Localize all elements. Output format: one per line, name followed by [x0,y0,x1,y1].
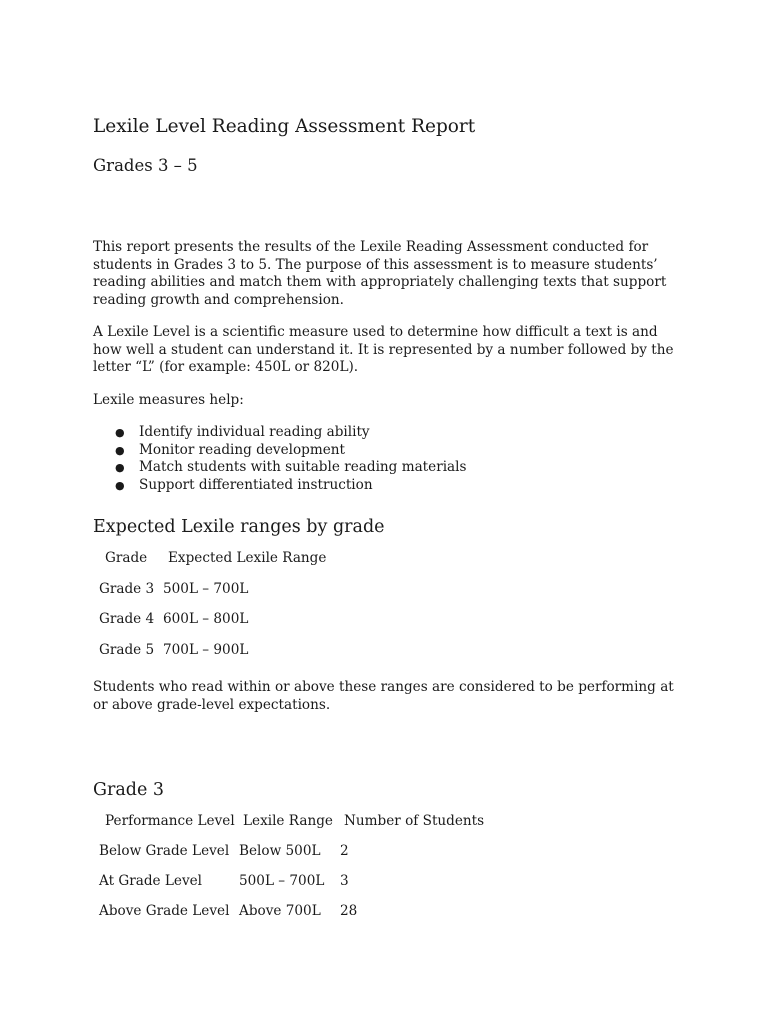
expectations-note: Students who read within or above these ranges are considered to be performing at or above grade-level expectations. [93,679,674,713]
table-cell: Below 500L [239,843,321,859]
list-item: ● Monitor reading development [115,441,346,458]
table-cell: Grade 3 [99,581,155,597]
help-intro: Lexile measures help: [93,392,244,408]
list-item: ● Match students with suitable reading materials [115,459,467,476]
table-cell: 2 [340,843,349,859]
expected-ranges-heading: Expected Lexile ranges by grade [93,517,385,537]
definition-paragraph: A Lexile Level is a scientific measure used to determine how difficult a text is and how well a student can understand it. It is represented by a number followed by the letter “L” (for example: 450L or 820L). [93,324,674,376]
table-cell: 600L – 800L [163,611,249,627]
table-cell: Grade 4 [99,611,155,627]
bullet-icon: ● [115,443,125,457]
table-cell: Below Grade Level [99,843,230,859]
report-subtitle: Grades 3 – 5 [93,156,198,175]
table-cell: At Grade Level [99,873,203,889]
table-cell: 500L – 700L [163,581,249,597]
list-item: ● Support differentiated instruction [115,477,373,494]
bullet-icon: ● [115,461,125,475]
table-cell: Above Grade Level [99,903,230,919]
table-cell: Grade 5 [99,642,155,658]
table-cell: 3 [340,873,349,889]
bullet-icon: ● [115,479,125,493]
table-cell: 700L – 900L [163,642,249,658]
table-header: Number of Students [344,813,485,829]
table-cell: Above 700L [239,903,321,919]
table-header: Grade [105,550,148,566]
table-cell: 28 [340,903,358,919]
benefits-list [93,424,466,495]
grade3-heading: Grade 3 [93,780,165,800]
table-cell: 500L – 700L [239,873,325,889]
intro-paragraph: This report presents the results of the Lexile Reading Assessment conducted for students in Grades 3 to 5. The purpose of this assessment is to measure students’ reading abilities and match them with appropriately challenging texts that support reading growth and comprehension. [93,239,667,309]
report-title: Lexile Level Reading Assessment Report [93,116,476,137]
table-header: Lexile Range [243,813,333,829]
table-header: Expected Lexile Range [168,550,327,566]
table-header: Performance Level [105,813,235,829]
bullet-icon: ● [115,426,125,439]
list-item: ● Identify individual reading ability [115,424,370,440]
